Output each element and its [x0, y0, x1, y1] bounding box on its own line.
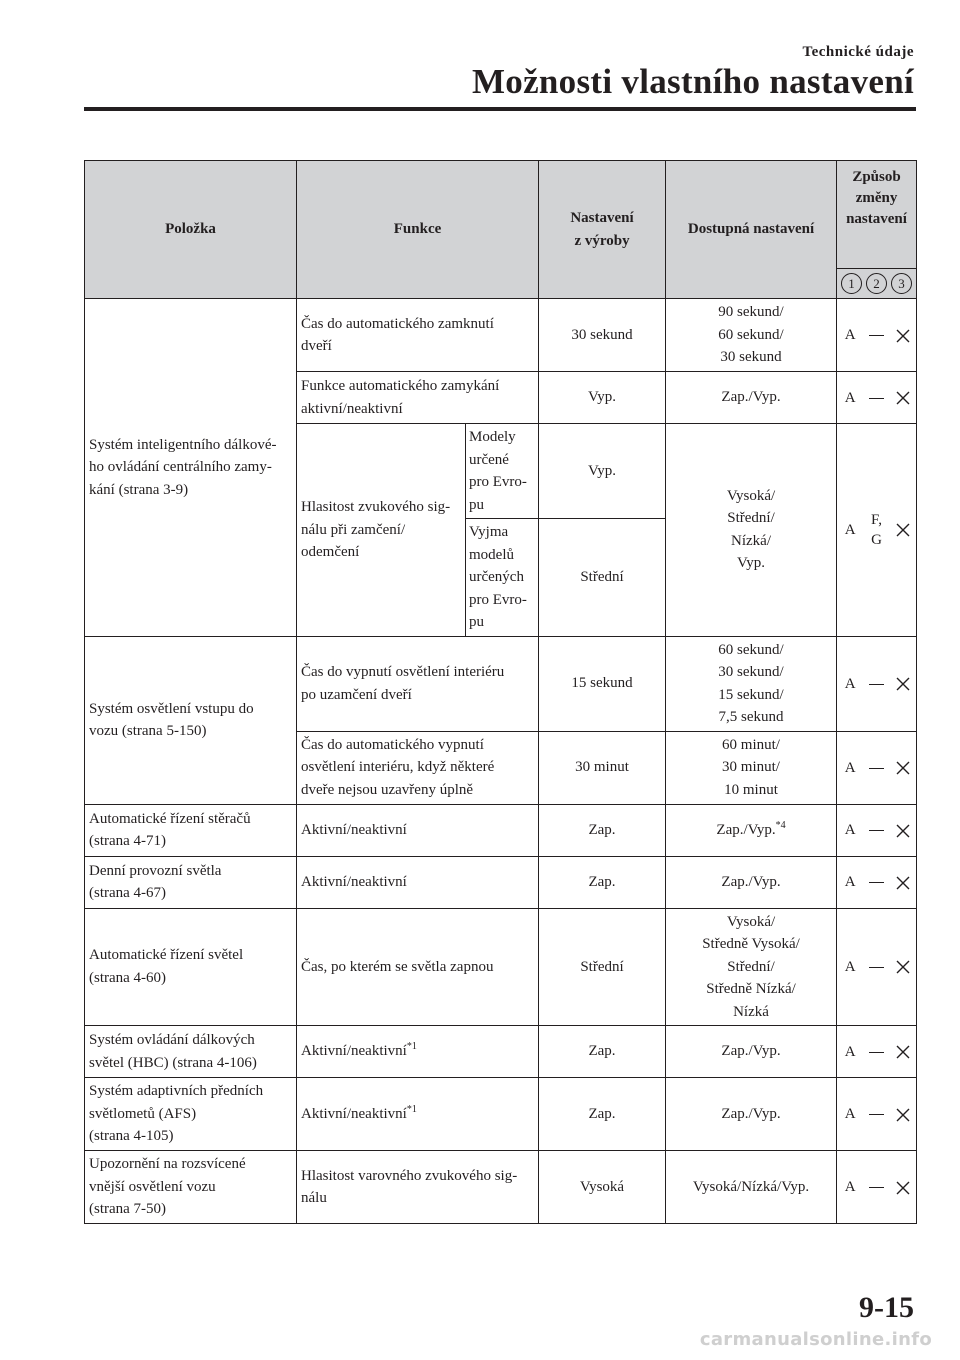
method-number-cell: [837, 269, 917, 299]
dash-icon: [869, 398, 884, 399]
section-label: Technické údaje: [802, 44, 914, 60]
dash-icon: [869, 1114, 884, 1115]
cross-icon: [895, 328, 911, 344]
table-row: [85, 856, 917, 908]
item-cell: Systém inteligentního dálkové- ho ovládání centrálního zamy- kání (strana 3-9): [85, 299, 297, 637]
title-rule: [84, 107, 916, 111]
method-3-value: [892, 520, 914, 540]
col-header-available: Dostupná nastavení: [666, 161, 837, 299]
method-1-value: A: [844, 327, 856, 343]
cross-icon: [895, 1044, 911, 1060]
table-row: [85, 1026, 917, 1078]
method-3-value: [892, 820, 914, 840]
function-cell: [297, 1078, 539, 1151]
col-header-item: Položka: [85, 161, 297, 299]
function-cell: Aktivní/neaktivní: [297, 804, 539, 856]
factory-cell: 15 sekund: [539, 636, 666, 731]
method-cell: [837, 856, 917, 908]
function-value: Aktivní/neaktivní: [301, 1043, 407, 1060]
col-header-method: Způsob změny nastavení: [837, 161, 917, 269]
method-1-value: A: [844, 874, 856, 890]
table-row: [85, 1078, 917, 1151]
dash-icon: [869, 335, 884, 336]
method-1-value: A: [844, 759, 856, 776]
available-cell: 90 sekund/ 60 sekund/ 30 sekund: [666, 299, 837, 372]
factory-cell: Zap.: [539, 1078, 666, 1151]
factory-cell: 30 sekund: [539, 299, 666, 372]
cross-icon: [895, 760, 911, 776]
method-cell: [837, 731, 917, 804]
method-1-value: A: [844, 521, 856, 538]
col-header-function: Funkce: [297, 161, 539, 299]
method-1-value: A: [844, 389, 856, 406]
factory-cell: Zap.: [539, 1026, 666, 1078]
method-cell: [837, 804, 917, 856]
table-row: [85, 1151, 917, 1224]
method-2-value: [866, 957, 888, 977]
method-2-value: F, G: [871, 511, 882, 548]
footnote-marker: *4: [775, 819, 786, 831]
dash-icon: [869, 967, 884, 968]
method-3-value: [892, 388, 914, 408]
dash-icon: [869, 684, 884, 685]
available-cell: Vysoká/ Středně Vysoká/ Střední/ Středně Nízká/ Nízká: [666, 908, 837, 1026]
method-cell: [837, 424, 917, 637]
method-2-value: [866, 1104, 888, 1124]
method-cell: [837, 1026, 917, 1078]
dash-icon: [869, 882, 884, 883]
factory-cell: Vysoká: [539, 1151, 666, 1224]
method-cell: [837, 1151, 917, 1224]
available-cell: 60 minut/ 30 minut/ 10 minut: [666, 731, 837, 804]
page-title: Možnosti vlastního nastavení: [471, 62, 914, 101]
method-cell: [837, 636, 917, 731]
available-cell: [666, 804, 837, 856]
factory-cell: Zap.: [539, 856, 666, 908]
cross-icon: [895, 1107, 911, 1123]
factory-cell: 30 minut: [539, 731, 666, 804]
method-3-value: [892, 674, 914, 694]
available-cell: Zap./Vyp.: [666, 372, 837, 424]
method-2-value: [866, 674, 888, 694]
cross-icon: [895, 1180, 911, 1196]
function-cell: Hlasitost zvukového sig- nálu při zamčení/ odemčení: [297, 424, 466, 637]
method-1-value: A: [844, 1179, 856, 1195]
function-value: Aktivní/neaktivní: [301, 1105, 407, 1122]
cross-icon: [895, 823, 911, 839]
item-cell: Automatické řízení světel (strana 4-60): [85, 908, 297, 1026]
col-header-factory: Nastavení z výroby: [539, 161, 666, 299]
settings-table: [84, 160, 917, 1224]
dash-icon: [869, 830, 884, 831]
table-row: [85, 636, 917, 731]
item-cell: Upozornění na rozsvícené vnější osvětlení vozu (strana 7-50): [85, 1151, 297, 1224]
function-cell: Hlasitost varovného zvukového sig- nálu: [297, 1151, 539, 1224]
available-cell: Zap./Vyp.: [666, 856, 837, 908]
page-number: 9-15: [859, 1291, 914, 1324]
available-cell: Zap./Vyp.: [666, 1026, 837, 1078]
factory-cell: Vyp.: [539, 372, 666, 424]
method-1-value: A: [844, 822, 856, 838]
method-2-value: [866, 820, 888, 840]
function-cell: Čas do automatického zamknutí dveří: [297, 299, 539, 372]
cross-icon: [895, 390, 911, 406]
function-cell: Aktivní/neaktivní: [297, 856, 539, 908]
dash-icon: [869, 1052, 884, 1053]
factory-cell: Vyp.: [539, 424, 666, 519]
method-3-value: [892, 325, 914, 345]
function-cell: Čas do vypnutí osvětlení interiéru po uzamčení dveří: [297, 636, 539, 731]
cross-icon: [895, 875, 911, 891]
method-1-value: A: [844, 958, 856, 975]
factory-cell: Zap.: [539, 804, 666, 856]
method-2-value: [866, 872, 888, 892]
watermark: carmanualsonline.info: [699, 1329, 932, 1350]
table-row: [85, 804, 917, 856]
method-3-value: [892, 957, 914, 977]
function-cell: Čas, po kterém se světla zapnou: [297, 908, 539, 1026]
method-cell: [837, 372, 917, 424]
available-cell: Vysoká/ Střední/ Nízká/ Vyp.: [666, 424, 837, 637]
factory-cell: Střední: [539, 519, 666, 637]
region-cell: Modely určené pro Evro- pu: [466, 424, 539, 519]
item-cell: Systém osvětlení vstupu do vozu (strana 5-150): [85, 636, 297, 804]
method-cell: [837, 908, 917, 1026]
method-3-value: [892, 872, 914, 892]
method-1-value: A: [844, 1106, 856, 1122]
method-1-value: A: [844, 675, 856, 692]
method-3-value: [892, 1104, 914, 1124]
footnote-marker: *1: [406, 1103, 417, 1115]
region-cell: Vyjma modelů určených pro Evro- pu: [466, 519, 539, 637]
function-cell: [297, 1026, 539, 1078]
function-cell: Čas do automatického vypnutí osvětlení interiéru, když některé dveře nejsou uzavřeny úplně: [297, 731, 539, 804]
cross-icon: [895, 522, 911, 538]
table-row: [85, 299, 917, 372]
factory-cell: Střední: [539, 908, 666, 1026]
method-2-value: [866, 388, 888, 408]
item-cell: Systém ovládání dálkových světel (HBC) (strana 4-106): [85, 1026, 297, 1078]
available-cell: Vysoká/Nízká/Vyp.: [666, 1151, 837, 1224]
dash-icon: [869, 768, 884, 769]
method-cell: [837, 1078, 917, 1151]
available-value: Zap./Vyp.: [716, 821, 776, 838]
item-cell: Systém adaptivních předních světlometů (AFS) (strana 4-105): [85, 1078, 297, 1151]
method-1-value: A: [844, 1043, 856, 1060]
method-number-2: 2: [866, 273, 887, 294]
method-number-1: 1: [841, 273, 862, 294]
item-cell: Denní provozní světla (strana 4-67): [85, 856, 297, 908]
available-cell: Zap./Vyp.: [666, 1078, 837, 1151]
cross-icon: [895, 959, 911, 975]
dash-icon: [869, 1187, 884, 1188]
cross-icon: [895, 676, 911, 692]
method-2-value: [866, 1042, 888, 1062]
method-number-3: 3: [891, 273, 912, 294]
method-2-value: [866, 758, 888, 778]
function-cell: Funkce automatického zamykání aktivní/neaktivní: [297, 372, 539, 424]
method-2-value: [866, 1177, 888, 1197]
method-3-value: [892, 758, 914, 778]
available-cell: 60 sekund/ 30 sekund/ 15 sekund/ 7,5 sekund: [666, 636, 837, 731]
method-2-value: [866, 325, 888, 345]
method-3-value: [892, 1177, 914, 1197]
method-3-value: [892, 1042, 914, 1062]
method-cell: [837, 299, 917, 372]
table-header-row: [85, 161, 917, 269]
footnote-marker: *1: [406, 1041, 417, 1053]
table-row: [85, 908, 917, 1026]
item-cell: Automatické řízení stěračů (strana 4-71): [85, 804, 297, 856]
